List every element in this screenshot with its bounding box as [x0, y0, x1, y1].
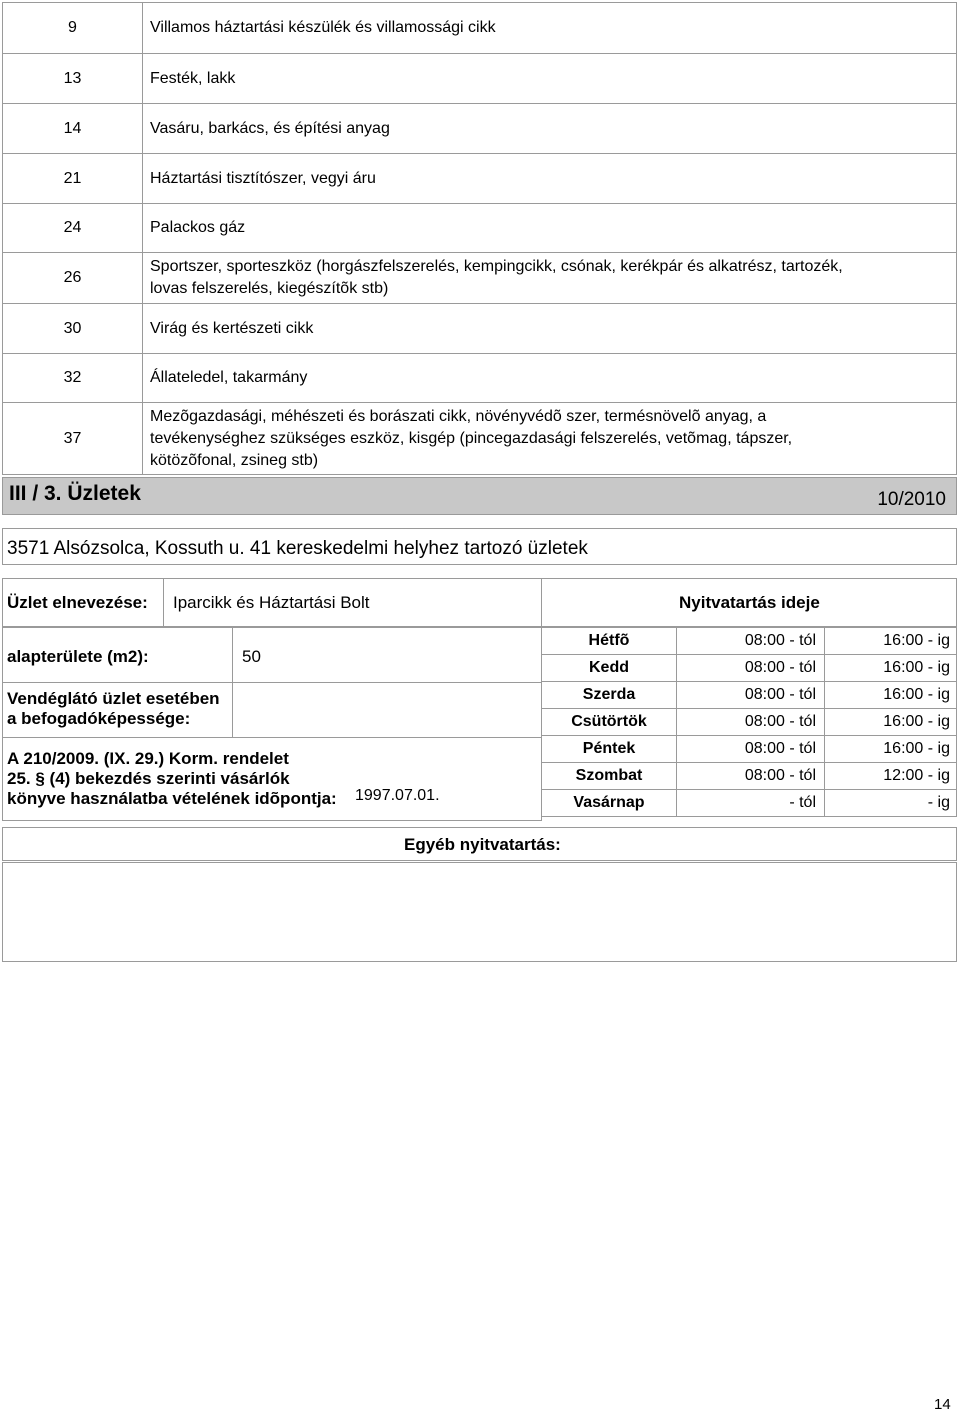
category-row: [3, 104, 957, 154]
category-name-line: Palackos gáz: [150, 219, 246, 236]
category-name: [143, 104, 957, 154]
category-name-line: Állateledel, takarmány: [150, 369, 308, 386]
category-name: [143, 154, 957, 204]
category-table: [2, 2, 957, 475]
schedule-day: Hétfõ: [542, 628, 677, 655]
category-row: [3, 3, 957, 54]
schedule-from-time: 08:00 - tól: [677, 682, 825, 709]
shop-name-value: Iparcikk és Háztartási Bolt: [173, 593, 370, 612]
schedule-day: Kedd: [542, 655, 677, 682]
schedule-to-time: 16:00 - ig: [825, 736, 957, 763]
opening-hours-table: [541, 627, 957, 817]
hours-header: Nyitvatartás ideje: [679, 593, 820, 612]
category-name-line: Vasáru, barkács, és építési anyag: [150, 119, 390, 137]
category-code: 21: [3, 154, 143, 204]
category-code: 30: [3, 304, 143, 354]
category-row: [3, 304, 957, 354]
other-hours-label-box: [2, 827, 957, 861]
section-header: [2, 477, 957, 515]
decree-label-line-2: 25. § (4) bekezdés szerinti vásárlók: [7, 769, 290, 788]
category-code: 24: [3, 204, 143, 253]
schedule-day: Péntek: [542, 736, 677, 763]
schedule-from-time: 08:00 - tól: [677, 736, 825, 763]
category-name-line: kötözõfonal, zsineg stb): [150, 451, 319, 469]
area-value: 50: [242, 647, 261, 666]
schedule-from-time: 08:00 - tól: [677, 709, 825, 736]
schedule-to-time: 16:00 - ig: [825, 709, 957, 736]
schedule-row: [542, 763, 957, 790]
schedule-row: [542, 709, 957, 736]
category-row: [3, 403, 957, 475]
address-text: 3571 Alsózsolca, Kossuth u. 41 kereskedelmi helyhez tartozó üzletek: [7, 538, 588, 559]
category-row: [3, 204, 957, 253]
schedule-to-time: 16:00 - ig: [825, 628, 957, 655]
page-number: 14: [934, 1396, 951, 1413]
category-row: [3, 54, 957, 104]
address-box: [2, 528, 957, 565]
capacity-label-box: [2, 682, 233, 738]
schedule-from-time: 08:00 - tól: [677, 628, 825, 655]
schedule-row: [542, 682, 957, 709]
shop-name-label: Üzlet elnevezése:: [7, 593, 148, 612]
other-hours-content: [2, 862, 957, 962]
schedule-day: Szerda: [542, 682, 677, 709]
category-name: [143, 204, 957, 253]
decree-label-line-1: A 210/2009. (IX. 29.) Korm. rendelet: [7, 749, 289, 768]
schedule-to-time: 16:00 - ig: [825, 655, 957, 682]
category-name-line: Sportszer, sporteszköz (horgászfelszerelés, kempingcikk, csónak, kerékpár és alkatrész, tartozék,: [150, 258, 843, 275]
category-code: 32: [3, 354, 143, 403]
section-code: 10/2010: [877, 489, 946, 510]
schedule-day: Vasárnap: [542, 790, 677, 817]
schedule-to-time: 12:00 - ig: [825, 763, 957, 790]
category-name-line: Virág és kertészeti cikk: [150, 319, 314, 337]
other-hours-label: Egyéb nyitvatartás:: [404, 835, 561, 854]
capacity-label-line-1: Vendéglátó üzlet esetében: [7, 689, 220, 708]
category-name-line: Villamos háztartási készülék és villamossági cikk: [150, 19, 496, 36]
schedule-to-time: - ig: [825, 790, 957, 817]
category-name-line: Háztartási tisztítószer, vegyi áru: [150, 169, 376, 187]
area-label-box: [2, 627, 233, 683]
category-name: [143, 403, 957, 475]
category-row: [3, 154, 957, 204]
category-name: [143, 304, 957, 354]
category-code: 14: [3, 104, 143, 154]
capacity-value-box: [232, 682, 542, 738]
category-code: 13: [3, 54, 143, 104]
schedule-day: Csütörtök: [542, 709, 677, 736]
category-name-line: Mezõgazdasági, méhészeti és borászati cikk, növényvédõ szer, termésnövelõ anyag, a: [150, 407, 767, 425]
schedule-row: [542, 628, 957, 655]
decree-date-value: 1997.07.01.: [355, 787, 440, 804]
category-code: 37: [3, 403, 143, 475]
category-name: [143, 3, 957, 54]
schedule-from-time: - tól: [677, 790, 825, 817]
schedule-from-time: 08:00 - tól: [677, 763, 825, 790]
area-label: alapterülete (m2):: [7, 647, 149, 666]
schedule-row: [542, 736, 957, 763]
section-title: III / 3. Üzletek: [9, 482, 141, 505]
schedule-day: Szombat: [542, 763, 677, 790]
category-name-line: lovas felszerelés, kiegészítõk stb): [150, 280, 389, 297]
category-row: [3, 354, 957, 403]
schedule-from-time: 08:00 - tól: [677, 655, 825, 682]
decree-label-line-3: könyve használatba vételének idõpontja:: [7, 789, 337, 808]
area-value-box: [232, 627, 542, 683]
capacity-label-line-2: a befogadóképessége:: [7, 709, 191, 728]
category-name-line: Festék, lakk: [150, 69, 236, 87]
schedule-to-time: 16:00 - ig: [825, 682, 957, 709]
shop-name-row: [2, 578, 957, 627]
category-code: 9: [3, 3, 143, 54]
category-name-line: tevékenységhez szükséges eszköz, kisgép (pincegazdasági felszerelés, vetõmag, tápszer,: [150, 429, 793, 447]
category-row: [3, 253, 957, 304]
category-name: [143, 354, 957, 403]
complaint-book-box: [2, 737, 542, 821]
schedule-row: [542, 655, 957, 682]
category-code: 26: [3, 253, 143, 304]
schedule-row: [542, 790, 957, 817]
category-name: [143, 253, 957, 304]
category-name: [143, 54, 957, 104]
